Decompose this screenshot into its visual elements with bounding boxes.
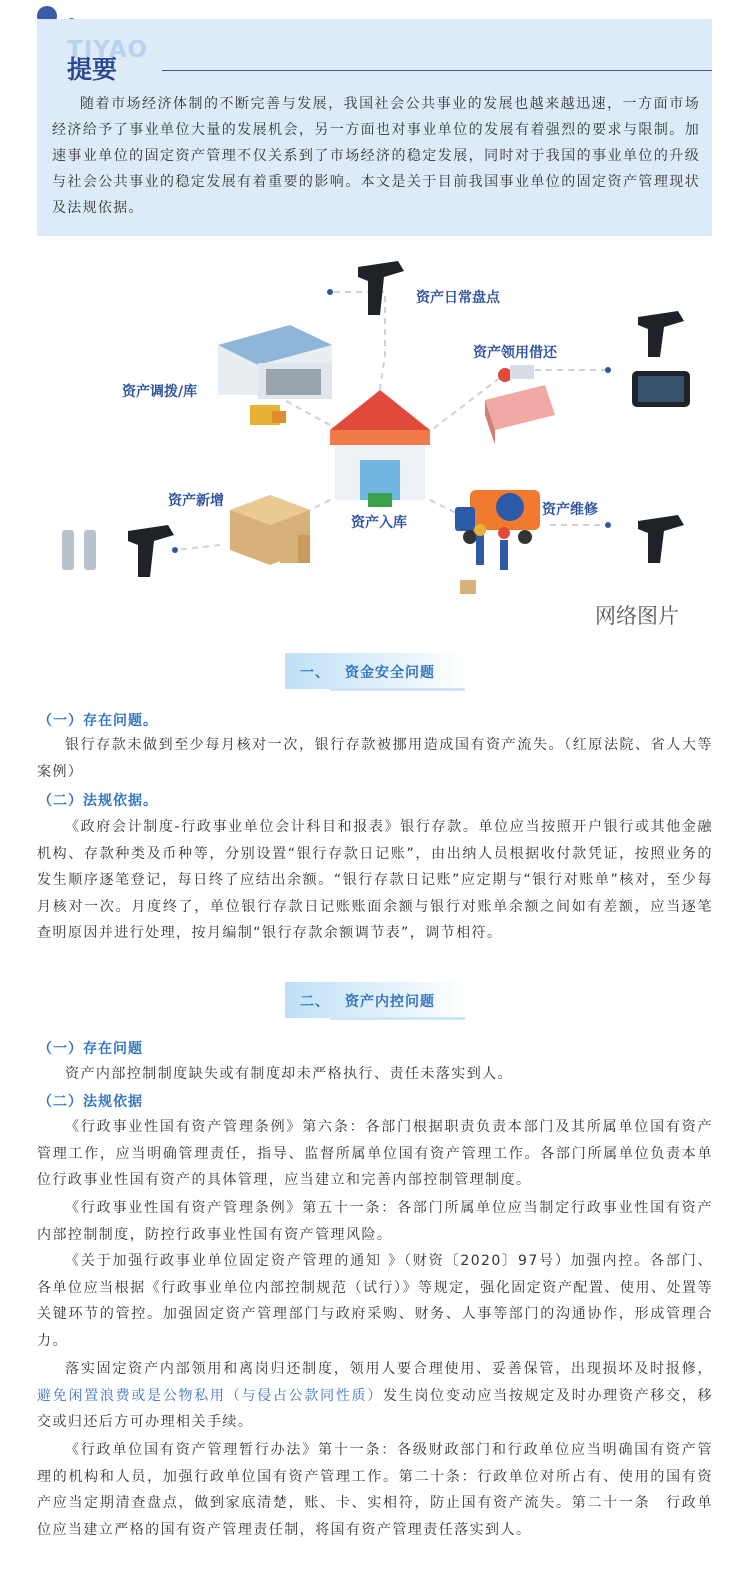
- paragraph: 银行存款未做到至少每月核对一次，银行存款被挪用造成国有资产流失。（红原法院、省人大等案例）: [37, 737, 713, 780]
- label-transfer: 资产调拨/库: [122, 384, 198, 400]
- tag-icon: [84, 530, 96, 570]
- section-underline: [330, 688, 465, 691]
- section-title: 资产内控问题: [345, 994, 435, 1010]
- summary-box: [37, 19, 712, 236]
- repair-truck-icon: [455, 490, 540, 594]
- section-header-1: [285, 653, 465, 693]
- subheading: （一）存在问题。: [38, 713, 158, 729]
- boxes-icon: [230, 495, 310, 565]
- subheading: （二）法规依据。: [38, 793, 158, 809]
- paragraph-text: 落实固定资产内部领用和离岗归还制度，领用人要合理使用、妥善保管，出现损坏及时报修，: [65, 1361, 713, 1377]
- paragraph: 《行政事业性国有资产管理条例》第五十一条：各部门所属单位应当制定行政事业性国有资产内部控制制度，防控行政事业性国有资产管理风险。: [37, 1200, 713, 1243]
- paragraph: 《政府会计制度-行政事业单位会计科目和报表》银行存款。单位应当按照开户银行或其他金融机构、存款种类及币种等，分别设置“银行存款日记账”，由出纳人员根据收付款凭证，按照业务的发生顺序逐笔登记，每日终了应结出余额。“银行存款日记账”应定期与“银行对账单”核对，至少每月核对一次。月度终了，单位银行存款日记账账面余额与银行对账单余额之间如有差额，应当逐笔查明原因并进行处理，按月编制“银行存款余额调节表”，调节相符。: [37, 819, 713, 941]
- scanner-icon: [358, 261, 404, 315]
- warehouse-icon: [218, 325, 332, 425]
- connector-add-left: [175, 545, 220, 550]
- paragraph-text: 发生岗位变动应当按规定及时办理资产移交，移交或归还后方可办理相关手续。: [37, 1387, 713, 1430]
- image-watermark: 网络图片: [595, 604, 679, 628]
- summary-body: 随着市场经济体制的不断完善与发展，我国社会公共事业的发展也越来越迅速，一方面市场经济给予了事业单位大量的发展机会，另一方面也对事业单位的发展有着强烈的要求与限制。加速事业单位的固定资产管理不仅关系到了市场经济的稳定发展，同时对于我国的事业单位的升级与社会公共事业的稳定发展有着重要的影响。本文是关于目前我国事业单位的固定资产管理现状及法规依据。: [52, 96, 700, 216]
- store-icon: [330, 390, 430, 507]
- paragraph: 《行政单位国有资产管理暂行办法》第十一条：各级财政部门和行政单位应当明确国有资产管理的机构和人员，加强行政单位国有资产管理工作。第二十条：行政单位对所占有、使用的国有资产应当定期清查盘点，做到家底清楚，账、卡、实相符，防止国有资产流失。第二十一条 行政单位应当建立严格的国有资产管理责任制，将国有资产管理责任落实到人。: [37, 1442, 713, 1538]
- section-number: 一、: [300, 665, 330, 681]
- tag-icon: [62, 530, 74, 570]
- label-repair: 资产维修: [542, 502, 598, 518]
- paragraph: 《关于加强行政事业单位固定资产管理的通知 》（财资〔2020〕97号）加强内控。各部门、各单位应当根据《行政事业单位内部控制规范（试行）》等规定，强化固定资产配置、使用、处置等关键环节的管控。加强固定资产管理部门与政府采购、财务、人事等部门的沟通协作，形成管理合力。: [37, 1253, 713, 1349]
- connector-repair: [420, 495, 460, 515]
- paragraph: 《行政事业性国有资产管理条例》第六条：各部门根据职责负责本部门及其所属单位国有资产管理工作，应当明确管理责任，指导、监督所属单位国有资产管理工作。各部门所属单位负责本单位行政事业性国有资产的具体管理，应当建立和完善内部控制管理制度。: [37, 1119, 713, 1188]
- scanner-icon: [638, 515, 684, 563]
- section-title: 资金安全问题: [345, 665, 435, 681]
- label-daily-inventory: 资产日常盘点: [416, 290, 500, 306]
- scanner-icon: [638, 311, 684, 357]
- asset-management-illustration: [40, 245, 710, 635]
- subheading: （一）存在问题: [38, 1041, 143, 1057]
- paragraph: [37, 1356, 713, 1436]
- highlighted-text: 避免闲置浪费或是公物私用（与侵占公款同性质）: [37, 1387, 383, 1404]
- summary-watermark: TIYAO: [67, 37, 149, 63]
- section-number: 二、: [300, 994, 330, 1010]
- summary-title: 提要: [67, 55, 118, 84]
- subheading: （二）法规依据: [38, 1094, 143, 1110]
- reception-desk-icon: [485, 365, 555, 445]
- scanner-icon: [128, 525, 174, 577]
- paragraph: 资产内部控制制度缺失或有制度却未严格执行、责任未落实到人。: [65, 1066, 514, 1082]
- section-header-2: [285, 982, 465, 1022]
- label-new-asset: 资产新增: [168, 493, 224, 509]
- label-borrow-return: 资产领用借还: [473, 345, 557, 361]
- label-inbound: 资产入库: [351, 515, 407, 531]
- summary-rule: [162, 70, 712, 71]
- section-underline: [330, 1017, 465, 1020]
